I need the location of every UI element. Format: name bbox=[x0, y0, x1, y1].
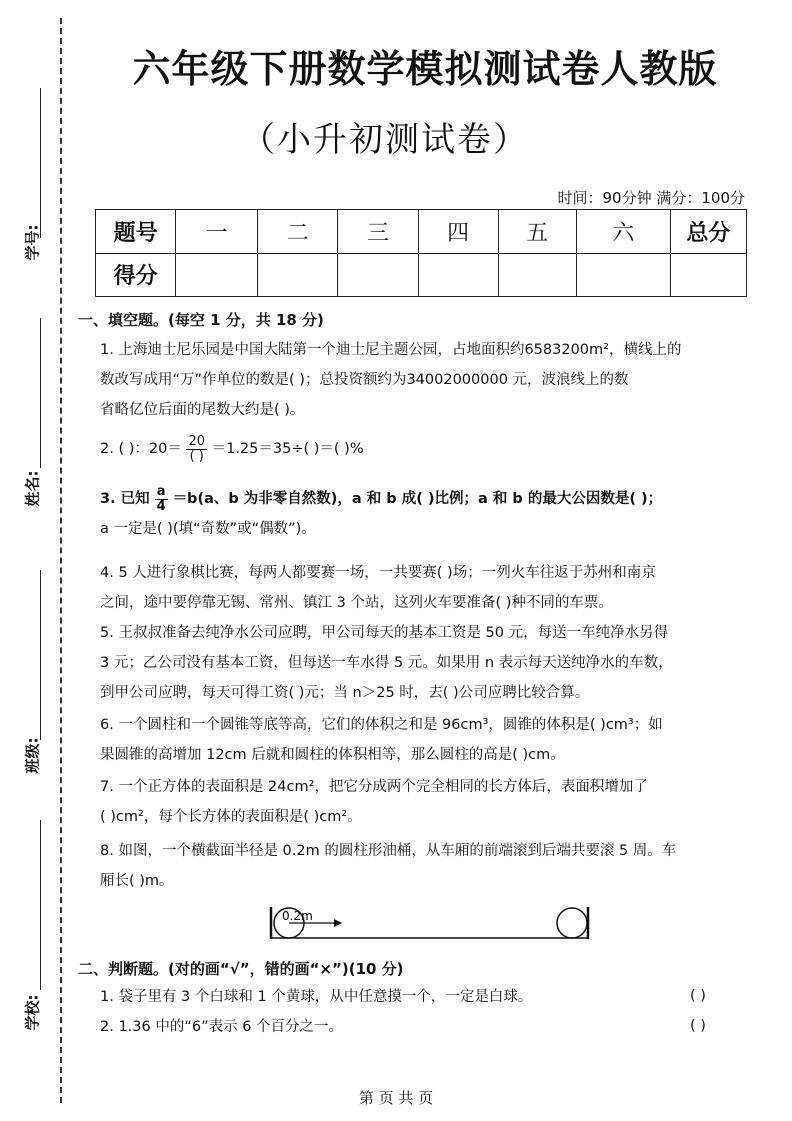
judge-answer-2[interactable]: ( ) bbox=[690, 1018, 706, 1034]
score-header-cell: 五 bbox=[498, 210, 576, 254]
fraction-denominator: 4 bbox=[156, 498, 166, 514]
question-line: 1. 上海迪士尼乐园是中国大陆第一个迪士尼主题公园，占地面积约6583200m²，横线上的 bbox=[100, 342, 682, 358]
time-info: 时间：90分钟 满分：100分 bbox=[557, 189, 745, 207]
radius-label: 0.2m bbox=[282, 909, 313, 923]
page-footer: 第 页 共 页 bbox=[358, 1089, 434, 1107]
score-table-header-row bbox=[96, 210, 747, 254]
question-line: 3 元；乙公司没有基本工资，但每送一车水得 5 元。如果用 n 表示每天送纯净水的车数， bbox=[100, 655, 673, 671]
score-input-cell[interactable] bbox=[176, 253, 258, 297]
judge-answer-1[interactable]: ( ) bbox=[690, 988, 706, 1004]
fraction-numerator: a bbox=[156, 483, 166, 499]
judge-text: 1. 袋子里有 3 个白球和 1 个黄球，从中任意摸一个，一定是白球。 bbox=[100, 989, 533, 1005]
binding-dashed-line bbox=[60, 18, 62, 1103]
barrel-diagram bbox=[268, 905, 593, 941]
binding-margin bbox=[0, 0, 70, 1121]
question-line: 5. 王叔叔准备去纯净水公司应聘，甲公司每天的基本工资是 50 元，每送一车纯净水另得 bbox=[100, 625, 669, 641]
question-line: 6. 一个圆柱和一个圆锥等底等高，它们的体积之和是 96cm³，圆锥的体积是( )cm³；如 bbox=[100, 717, 663, 733]
question-text: ＝b(a、b 为非零自然数)，a 和 b 成( )比例；a 和 b 的最大公因数是( )； bbox=[172, 491, 663, 507]
judge-item-1 bbox=[100, 982, 740, 1012]
score-header-cell: 四 bbox=[418, 210, 498, 254]
fraction-denominator: ( ) bbox=[189, 448, 204, 464]
score-table-score-row bbox=[96, 253, 747, 297]
fraction bbox=[155, 485, 168, 514]
school-label: 学校: bbox=[23, 994, 42, 1031]
score-header-cell: 题号 bbox=[96, 210, 176, 254]
question-line: 4. 5 人进行象棋比赛，每两人都要赛一场，一共要赛( )场；一列火车往返于苏州和南京 bbox=[100, 565, 656, 581]
fraction-numerator: 20 bbox=[188, 433, 205, 449]
barrel-figure bbox=[268, 905, 593, 941]
question-7 bbox=[100, 772, 740, 832]
question-line: 7. 一个正方体的表面积是 24cm²，把它分成两个完全相同的长方体后，表面积增加了 bbox=[100, 779, 648, 795]
score-table bbox=[95, 209, 747, 297]
student-id-line bbox=[40, 88, 41, 238]
question-6 bbox=[100, 710, 740, 770]
class-label: 班级: bbox=[23, 737, 42, 774]
question-line: 到甲公司应聘，每天可得工资( )元；当 n＞25 时，去( )公司应聘比较合算。 bbox=[100, 685, 590, 701]
question-line: 数改写成用“万”作单位的数是( )；总投资额约为34002000000 元，波浪线上的数 bbox=[100, 372, 629, 388]
score-input-cell[interactable] bbox=[258, 253, 338, 297]
judge-item-2 bbox=[100, 1012, 740, 1042]
question-8 bbox=[100, 836, 740, 896]
fraction bbox=[186, 435, 207, 464]
question-text: 2. ( )：20＝ bbox=[100, 441, 182, 457]
page-subtitle: （小升初测试卷） bbox=[241, 120, 529, 160]
score-input-cell[interactable] bbox=[670, 253, 746, 297]
class-line bbox=[40, 570, 41, 740]
question-2 bbox=[100, 434, 740, 464]
score-header-cell: 三 bbox=[338, 210, 418, 254]
question-line: 果圆锥的高增加 12cm 后就和圆柱的体积相等，那么圆柱的高是( )cm。 bbox=[100, 747, 565, 763]
question-5 bbox=[100, 618, 740, 708]
question-line: ( )cm²，每个长方体的表面积是( )cm²。 bbox=[100, 809, 362, 825]
question-line: 厢长( )m。 bbox=[100, 873, 174, 889]
question-4 bbox=[100, 558, 740, 618]
question-1 bbox=[100, 335, 740, 425]
question-line: 之间，途中要停靠无锡、常州、镇江 3 个站，这列火车要准备( )种不同的车票。 bbox=[100, 595, 613, 611]
judge-text: 2. 1.36 中的“6”表示 6 个百分之一。 bbox=[100, 1019, 344, 1035]
score-header-cell: 二 bbox=[258, 210, 338, 254]
question-3 bbox=[100, 484, 740, 544]
name-label: 姓名: bbox=[23, 470, 42, 507]
question-text: 3. 已知 bbox=[100, 491, 150, 507]
score-header-cell: 一 bbox=[176, 210, 258, 254]
page-title: 六年级下册数学模拟测试卷人教版 bbox=[132, 47, 718, 91]
score-row-label: 得分 bbox=[96, 253, 176, 297]
section1-heading: 一、填空题。(每空 1 分，共 18 分) bbox=[78, 311, 324, 329]
score-input-cell[interactable] bbox=[576, 253, 670, 297]
score-input-cell[interactable] bbox=[338, 253, 418, 297]
question-line: 省略亿位后面的尾数大约是( )。 bbox=[100, 402, 305, 418]
student-id-label: 学号: bbox=[23, 224, 42, 261]
section2-heading: 二、判断题。(对的画“√”，错的画“×”)(10 分) bbox=[78, 960, 404, 978]
question-line: a 一定是( )(填“奇数”或“偶数”)。 bbox=[100, 521, 316, 537]
score-header-cell: 总分 bbox=[670, 210, 746, 254]
score-input-cell[interactable] bbox=[418, 253, 498, 297]
question-text: ＝1.25＝35÷( )＝( )% bbox=[211, 441, 364, 457]
question-line: 8. 如图，一个横截面半径是 0.2m 的圆柱形油桶，从车厢的前端滚到后端共要滚 5 周。车 bbox=[100, 843, 677, 859]
score-input-cell[interactable] bbox=[498, 253, 576, 297]
name-line bbox=[40, 318, 41, 468]
school-line bbox=[40, 820, 41, 990]
score-header-cell: 六 bbox=[576, 210, 670, 254]
